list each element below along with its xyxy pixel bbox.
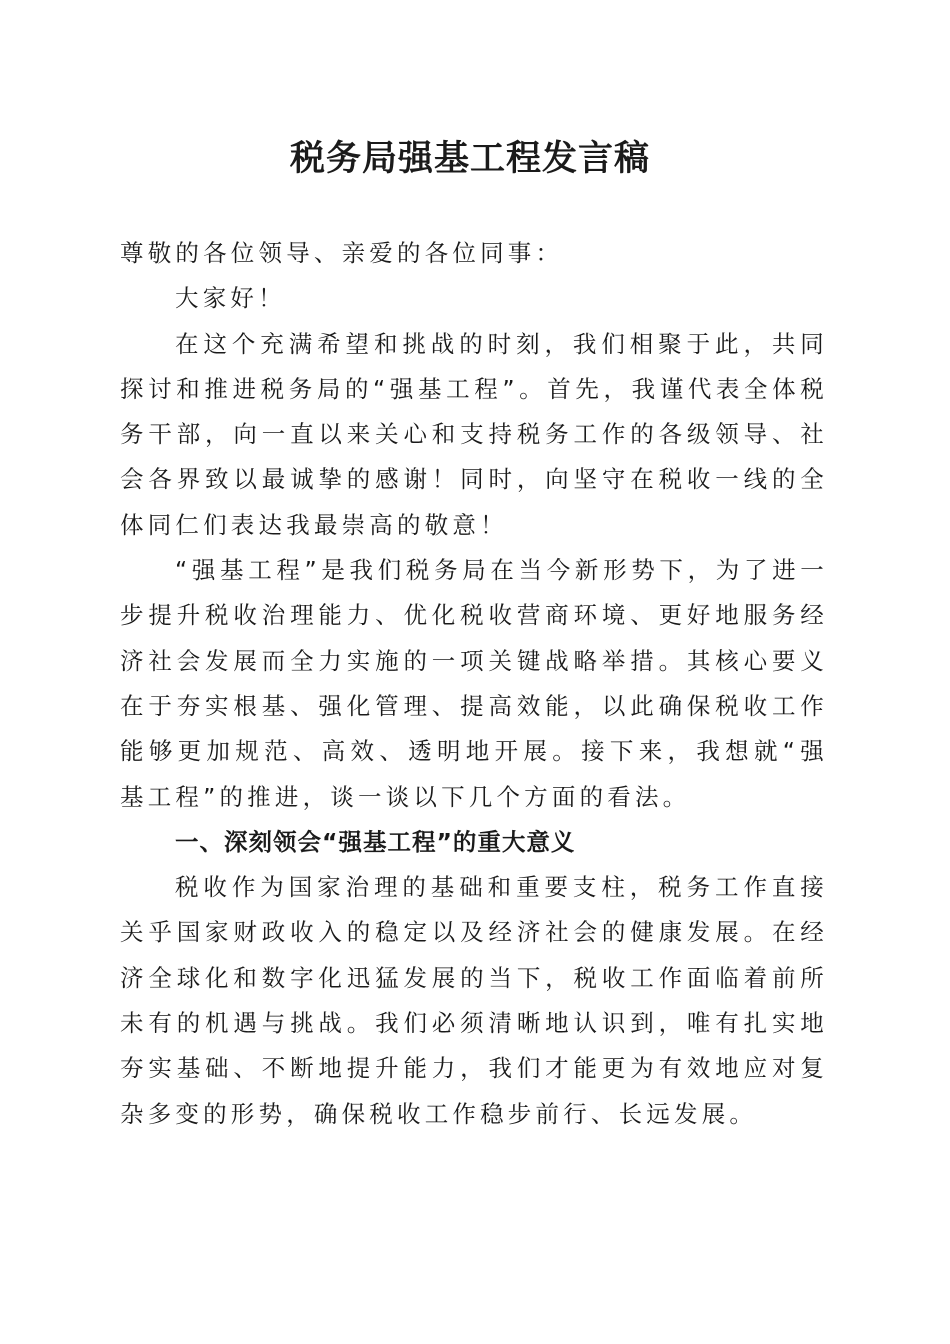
document-title: 税务局强基工程发言稿 bbox=[289, 138, 650, 179]
greeting: 大家好！ bbox=[175, 284, 286, 313]
paragraph-section-one: 税收作为国家治理的基础和重要支柱，税务工作直接关乎国家财政收入的稳定以及经济社会的健康发展。在经济全球化和数字化迅猛发展的当下，税收工作面临着前所未有的机遇与挑战。我们必须清晰地认识到，唯有扎实地夯实基础、不断地提升能力，我们才能更为有效地应对复杂多变的形势，确保税收工作稳步前行、长远发展。 bbox=[120, 873, 828, 1128]
document-body bbox=[120, 231, 828, 1137]
paragraph-strong-base-intro: “强基工程”是我们税务局在当今新形势下，为了进一步提升税收治理能力、优化税收营商环境、更好地服务经济社会发展而全力实施的一项关键战略举措。其核心要义在于夯实根基、强化管理、提高效能，以此确保税收工作能够更加规范、高效、透明地开展。接下来，我想就“强基工程”的推进，谈一谈以下几个方面的看法。 bbox=[120, 556, 828, 811]
section-heading: 一、深刻领会“强基工程”的重大意义 bbox=[175, 827, 576, 856]
paragraph-opening: 在这个充满希望和挑战的时刻，我们相聚于此，共同探讨和推进税务局的“强基工程”。首先，我谨代表全体税务干部，向一直以来关心和支持税务工作的各级领导、社会各界致以最诚挚的感谢！同时，向坚守在税收一线的全体同仁们表达我最崇高的敬意！ bbox=[120, 329, 828, 539]
salutation: 尊敬的各位领导、亲爱的各位同事： bbox=[120, 239, 564, 267]
